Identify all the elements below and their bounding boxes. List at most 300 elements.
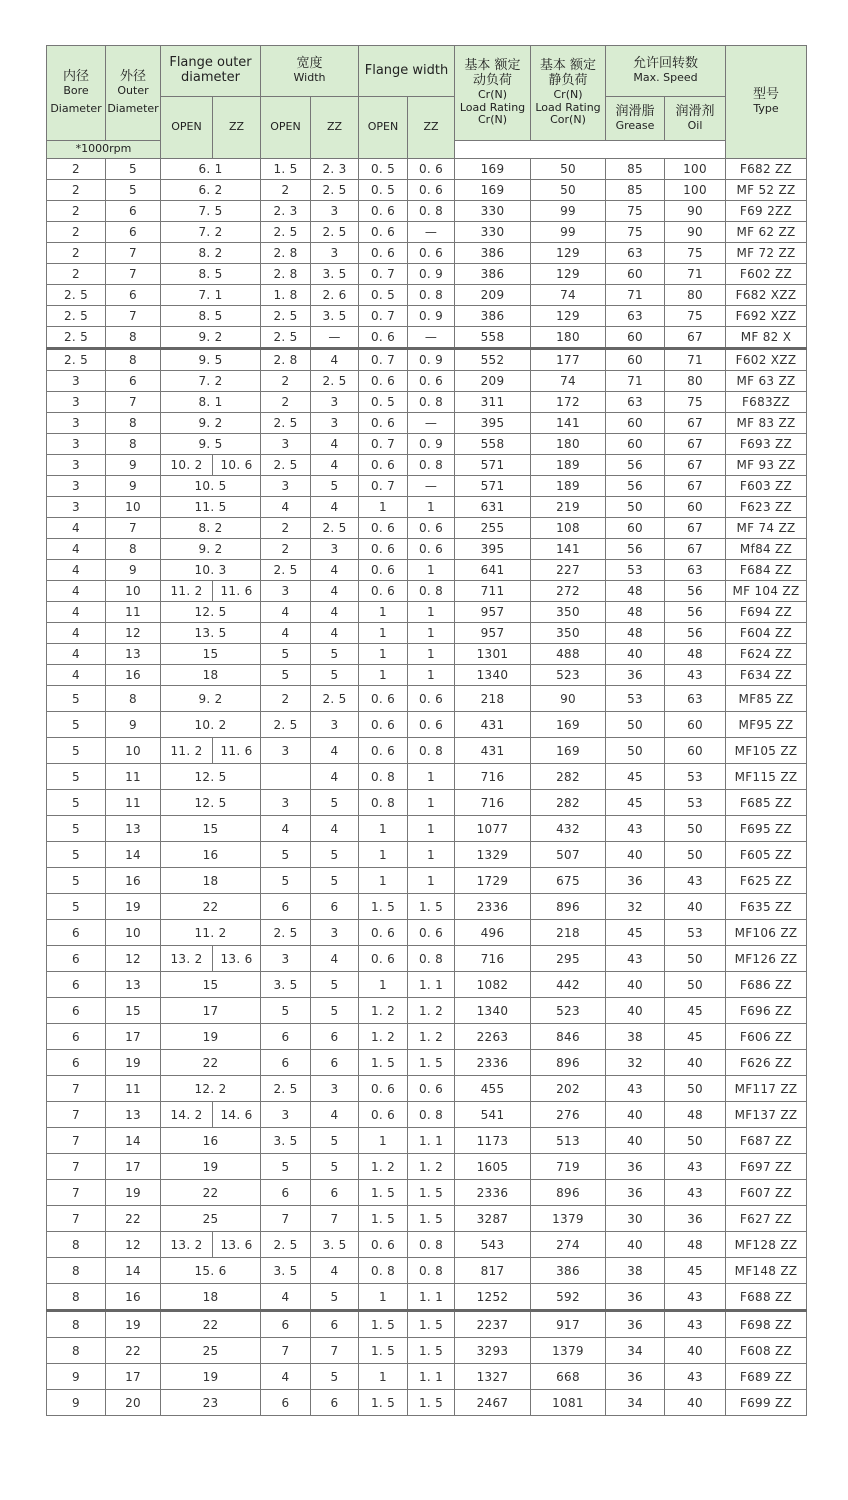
cell-flange-width-open: 0. 7	[359, 264, 408, 285]
table-row	[47, 623, 807, 644]
cell-flange-width-open: 0. 7	[359, 306, 408, 327]
cell-width-open: 4	[261, 623, 311, 644]
cell-outer: 19	[106, 1050, 161, 1076]
cell-bore: 6	[47, 998, 106, 1024]
cell-dynamic-load: 1340	[455, 665, 531, 686]
cell-speed-grease: 40	[606, 972, 665, 998]
cell-speed-grease: 63	[606, 392, 665, 413]
cell-static-load: 896	[531, 894, 606, 920]
cell-type: MF 83 ZZ	[726, 413, 807, 434]
cell-bore: 2. 5	[47, 306, 106, 327]
cell-bore: 5	[47, 738, 106, 764]
cell-flange-width-open: 0. 6	[359, 222, 408, 243]
cell-flange-width-zz: —	[408, 413, 455, 434]
cell-speed-oil: 48	[665, 1232, 726, 1258]
cell-type: F69 2ZZ	[726, 201, 807, 222]
cell-dynamic-load: 558	[455, 327, 531, 349]
cell-type: F623 ZZ	[726, 497, 807, 518]
cell-bore: 2	[47, 201, 106, 222]
cell-speed-grease: 53	[606, 686, 665, 712]
table-row	[47, 1232, 807, 1258]
cell-bore: 8	[47, 1258, 106, 1284]
cell-type: F686 ZZ	[726, 972, 807, 998]
cell-flange-od: 19	[161, 1154, 261, 1180]
cell-flange-width-open: 0. 6	[359, 327, 408, 349]
cell-speed-oil: 48	[665, 644, 726, 665]
cell-flange-width-zz: 1. 2	[408, 1024, 455, 1050]
cell-static-load: 90	[531, 686, 606, 712]
cell-flange-width-zz: 1. 5	[408, 1050, 455, 1076]
cell-type: MF105 ZZ	[726, 738, 807, 764]
cell-type: Mf84 ZZ	[726, 539, 807, 560]
cell-speed-grease: 60	[606, 327, 665, 349]
cell-width-zz: 2. 3	[311, 159, 359, 180]
cell-dynamic-load: 1329	[455, 842, 531, 868]
cell-flange-width-open: 0. 8	[359, 764, 408, 790]
cell-flange-od: 6. 2	[161, 180, 261, 201]
cell-width-open: 2	[261, 371, 311, 392]
cell-flange-od-open: 11. 2	[161, 738, 213, 764]
cell-type: MF95 ZZ	[726, 712, 807, 738]
cell-width-open: 2. 5	[261, 413, 311, 434]
cell-speed-grease: 53	[606, 560, 665, 581]
table-row	[47, 868, 807, 894]
header-flange-outer-diameter: Flange outer diameter	[161, 46, 261, 97]
cell-flange-width-open: 1	[359, 1284, 408, 1311]
cell-outer: 17	[106, 1024, 161, 1050]
header-dynamic-load: 基本 额定 动负荷 Cr(N) Load Rating Cr(N)	[455, 46, 531, 141]
cell-width-open: 3	[261, 790, 311, 816]
cell-width-open: 2	[261, 392, 311, 413]
cell-outer: 8	[106, 686, 161, 712]
cell-bore: 5	[47, 842, 106, 868]
cell-speed-oil: 63	[665, 560, 726, 581]
cell-speed-grease: 36	[606, 868, 665, 894]
cell-static-load: 129	[531, 243, 606, 264]
cell-flange-width-zz: 0. 9	[408, 349, 455, 371]
cell-outer: 10	[106, 920, 161, 946]
cell-speed-grease: 36	[606, 1311, 665, 1338]
cell-width-zz: 4	[311, 816, 359, 842]
cell-static-load: 350	[531, 623, 606, 644]
table-row	[47, 434, 807, 455]
cell-flange-od: 23	[161, 1390, 261, 1416]
table-row	[47, 581, 807, 602]
cell-width-open: 5	[261, 1154, 311, 1180]
cell-bore: 2	[47, 222, 106, 243]
cell-type: MF126 ZZ	[726, 946, 807, 972]
cell-outer: 13	[106, 816, 161, 842]
cell-width-zz: —	[311, 327, 359, 349]
cell-dynamic-load: 2467	[455, 1390, 531, 1416]
cell-speed-grease: 43	[606, 816, 665, 842]
cell-width-open: 4	[261, 1364, 311, 1390]
cell-flange-width-open: 1. 2	[359, 1154, 408, 1180]
cell-width-open: 2. 5	[261, 712, 311, 738]
cell-dynamic-load: 169	[455, 159, 531, 180]
cell-width-zz: 6	[311, 1390, 359, 1416]
cell-dynamic-load: 169	[455, 180, 531, 201]
cell-flange-od: 7. 5	[161, 201, 261, 222]
cell-width-open: 1. 5	[261, 159, 311, 180]
cell-bore: 5	[47, 712, 106, 738]
cell-bore: 8	[47, 1311, 106, 1338]
cell-width-zz: 3	[311, 201, 359, 222]
cell-speed-grease: 56	[606, 539, 665, 560]
cell-speed-oil: 45	[665, 1258, 726, 1284]
header-fwidth-open: OPEN	[359, 97, 408, 159]
cell-outer: 9	[106, 455, 161, 476]
cell-speed-oil: 43	[665, 665, 726, 686]
header-outer: 外径 Outer Diameter	[106, 46, 161, 141]
cell-speed-grease: 34	[606, 1390, 665, 1416]
cell-dynamic-load: 558	[455, 434, 531, 455]
cell-flange-od: 15	[161, 644, 261, 665]
cell-width-open: 2. 3	[261, 201, 311, 222]
cell-dynamic-load: 1077	[455, 816, 531, 842]
cell-bore: 4	[47, 665, 106, 686]
cell-bore: 2	[47, 243, 106, 264]
cell-dynamic-load: 631	[455, 497, 531, 518]
table-row	[47, 497, 807, 518]
cell-flange-width-open: 1	[359, 644, 408, 665]
cell-outer: 8	[106, 327, 161, 349]
table-row	[47, 764, 807, 790]
cell-flange-width-open: 0. 6	[359, 243, 408, 264]
header-width: 宽度 Width	[261, 46, 359, 97]
cell-flange-od: 12. 2	[161, 1076, 261, 1102]
cell-dynamic-load: 2336	[455, 1180, 531, 1206]
cell-dynamic-load: 455	[455, 1076, 531, 1102]
cell-flange-width-zz: 1	[408, 868, 455, 894]
cell-bore: 6	[47, 972, 106, 998]
cell-speed-grease: 50	[606, 497, 665, 518]
cell-dynamic-load: 641	[455, 560, 531, 581]
cell-width-zz: 6	[311, 1311, 359, 1338]
cell-static-load: 523	[531, 665, 606, 686]
cell-outer: 17	[106, 1154, 161, 1180]
cell-flange-od-zz: 14. 6	[213, 1102, 261, 1128]
cell-outer: 9	[106, 712, 161, 738]
cell-speed-oil: 63	[665, 686, 726, 712]
cell-flange-width-zz: 0. 8	[408, 392, 455, 413]
cell-dynamic-load: 2237	[455, 1311, 531, 1338]
cell-speed-oil: 75	[665, 392, 726, 413]
cell-speed-grease: 43	[606, 946, 665, 972]
cell-outer: 9	[106, 476, 161, 497]
header-flange-zz: ZZ	[213, 97, 261, 159]
cell-bore: 5	[47, 894, 106, 920]
cell-flange-width-open: 0. 6	[359, 371, 408, 392]
cell-bore: 9	[47, 1390, 106, 1416]
cell-type: MF 93 ZZ	[726, 455, 807, 476]
cell-type: F693 ZZ	[726, 434, 807, 455]
cell-flange-od-open: 13. 2	[161, 946, 213, 972]
cell-flange-width-open: 1	[359, 602, 408, 623]
cell-dynamic-load: 1340	[455, 998, 531, 1024]
cell-flange-od-zz: 11. 6	[213, 581, 261, 602]
cell-width-open: 4	[261, 816, 311, 842]
cell-type: F687 ZZ	[726, 1128, 807, 1154]
cell-outer: 19	[106, 1311, 161, 1338]
cell-outer: 12	[106, 1232, 161, 1258]
cell-type: F682 XZZ	[726, 285, 807, 306]
cell-flange-od: 16	[161, 842, 261, 868]
cell-bore: 4	[47, 602, 106, 623]
cell-outer: 10	[106, 497, 161, 518]
cell-flange-od: 15	[161, 972, 261, 998]
table-row	[47, 159, 807, 180]
cell-flange-od: 12. 5	[161, 790, 261, 816]
bearing-spec-table	[46, 45, 807, 1416]
cell-type: F626 ZZ	[726, 1050, 807, 1076]
cell-static-load: 189	[531, 455, 606, 476]
table-row	[47, 790, 807, 816]
cell-flange-width-zz: 0. 6	[408, 371, 455, 392]
cell-static-load: 846	[531, 1024, 606, 1050]
cell-type: F683ZZ	[726, 392, 807, 413]
cell-speed-oil: 50	[665, 946, 726, 972]
cell-flange-width-open: 1	[359, 497, 408, 518]
cell-outer: 14	[106, 1128, 161, 1154]
cell-static-load: 386	[531, 1258, 606, 1284]
cell-outer: 20	[106, 1390, 161, 1416]
cell-flange-width-zz: 0. 8	[408, 1102, 455, 1128]
cell-outer: 8	[106, 349, 161, 371]
cell-flange-od: 22	[161, 1311, 261, 1338]
cell-flange-width-zz: 0. 9	[408, 264, 455, 285]
table-row	[47, 665, 807, 686]
cell-outer: 10	[106, 738, 161, 764]
cell-speed-grease: 60	[606, 434, 665, 455]
table-row	[47, 602, 807, 623]
cell-dynamic-load: 1605	[455, 1154, 531, 1180]
cell-static-load: 896	[531, 1050, 606, 1076]
cell-type: F627 ZZ	[726, 1206, 807, 1232]
cell-flange-od: 15	[161, 816, 261, 842]
cell-flange-width-zz: 1	[408, 560, 455, 581]
cell-bore: 6	[47, 1050, 106, 1076]
cell-flange-width-zz: 1. 1	[408, 1284, 455, 1311]
table-row	[47, 306, 807, 327]
cell-width-zz: 3	[311, 243, 359, 264]
cell-speed-grease: 85	[606, 159, 665, 180]
cell-dynamic-load: 543	[455, 1232, 531, 1258]
cell-flange-width-open: 1	[359, 623, 408, 644]
cell-flange-width-zz: 0. 8	[408, 201, 455, 222]
cell-flange-width-open: 1. 5	[359, 1390, 408, 1416]
cell-width-zz: 5	[311, 1284, 359, 1311]
cell-flange-width-zz: 0. 6	[408, 686, 455, 712]
cell-speed-grease: 32	[606, 1050, 665, 1076]
cell-width-zz: 3	[311, 1076, 359, 1102]
table-row	[47, 686, 807, 712]
cell-dynamic-load: 1327	[455, 1364, 531, 1390]
cell-width-open: 2. 5	[261, 560, 311, 581]
cell-width-zz: 3. 5	[311, 306, 359, 327]
cell-flange-width-zz: 1. 1	[408, 1364, 455, 1390]
cell-outer: 14	[106, 1258, 161, 1284]
cell-bore: 3	[47, 392, 106, 413]
cell-flange-width-open: 0. 6	[359, 712, 408, 738]
cell-flange-od: 7. 2	[161, 222, 261, 243]
table-row	[47, 201, 807, 222]
cell-speed-grease: 63	[606, 243, 665, 264]
cell-flange-od: 22	[161, 1180, 261, 1206]
cell-width-zz: 2. 5	[311, 686, 359, 712]
cell-speed-oil: 56	[665, 602, 726, 623]
cell-speed-oil: 75	[665, 243, 726, 264]
cell-width-zz: 5	[311, 790, 359, 816]
table-row	[47, 1128, 807, 1154]
cell-type: F603 ZZ	[726, 476, 807, 497]
cell-width-zz: 3	[311, 539, 359, 560]
cell-flange-width-open: 1	[359, 972, 408, 998]
cell-flange-od: 15. 6	[161, 1258, 261, 1284]
cell-speed-grease: 56	[606, 455, 665, 476]
cell-speed-oil: 67	[665, 434, 726, 455]
cell-type: MF117 ZZ	[726, 1076, 807, 1102]
cell-width-zz: 5	[311, 1128, 359, 1154]
cell-speed-oil: 43	[665, 1364, 726, 1390]
cell-width-open: 5	[261, 998, 311, 1024]
cell-speed-oil: 50	[665, 816, 726, 842]
header-type: 型号 Type	[726, 46, 807, 159]
cell-flange-width-open: 0. 6	[359, 455, 408, 476]
cell-static-load: 141	[531, 539, 606, 560]
cell-static-load: 675	[531, 868, 606, 894]
cell-width-open: 2	[261, 180, 311, 201]
cell-dynamic-load: 571	[455, 476, 531, 497]
cell-width-zz: 5	[311, 842, 359, 868]
cell-speed-grease: 63	[606, 306, 665, 327]
cell-type: F604 ZZ	[726, 623, 807, 644]
cell-flange-width-zz: 1. 5	[408, 1390, 455, 1416]
cell-width-open: 6	[261, 1311, 311, 1338]
cell-static-load: 896	[531, 1180, 606, 1206]
cell-flange-width-open: 0. 7	[359, 476, 408, 497]
cell-bore: 5	[47, 790, 106, 816]
cell-speed-grease: 71	[606, 371, 665, 392]
cell-width-open: 3. 5	[261, 972, 311, 998]
cell-dynamic-load: 255	[455, 518, 531, 539]
cell-width-zz: 4	[311, 434, 359, 455]
cell-static-load: 129	[531, 306, 606, 327]
cell-speed-grease: 40	[606, 644, 665, 665]
cell-width-zz: 5	[311, 1364, 359, 1390]
cell-flange-width-zz: 1	[408, 602, 455, 623]
cell-speed-oil: 50	[665, 1076, 726, 1102]
cell-speed-oil: 60	[665, 712, 726, 738]
cell-bore: 4	[47, 581, 106, 602]
cell-flange-width-open: 0. 5	[359, 285, 408, 306]
cell-speed-oil: 43	[665, 1284, 726, 1311]
cell-dynamic-load: 386	[455, 306, 531, 327]
cell-speed-oil: 40	[665, 1338, 726, 1364]
cell-width-zz: 5	[311, 665, 359, 686]
cell-width-zz: 4	[311, 455, 359, 476]
table-row	[47, 264, 807, 285]
cell-outer: 22	[106, 1206, 161, 1232]
cell-static-load: 917	[531, 1311, 606, 1338]
cell-type: F634 ZZ	[726, 665, 807, 686]
table-row	[47, 413, 807, 434]
cell-dynamic-load: 552	[455, 349, 531, 371]
cell-dynamic-load: 711	[455, 581, 531, 602]
cell-static-load: 172	[531, 392, 606, 413]
cell-bore: 4	[47, 644, 106, 665]
cell-static-load: 141	[531, 413, 606, 434]
cell-static-load: 432	[531, 816, 606, 842]
cell-flange-width-open: 1. 2	[359, 998, 408, 1024]
cell-speed-oil: 67	[665, 518, 726, 539]
cell-outer: 7	[106, 518, 161, 539]
cell-flange-od: 25	[161, 1338, 261, 1364]
cell-speed-grease: 60	[606, 264, 665, 285]
cell-width-open: 4	[261, 1284, 311, 1311]
cell-width-zz: 4	[311, 738, 359, 764]
cell-static-load: 129	[531, 264, 606, 285]
cell-flange-width-zz: 1. 5	[408, 1206, 455, 1232]
table-row	[47, 894, 807, 920]
cell-flange-width-zz: 0. 6	[408, 518, 455, 539]
cell-flange-width-zz: 0. 6	[408, 1076, 455, 1102]
cell-flange-od: 9. 2	[161, 686, 261, 712]
cell-type: F625 ZZ	[726, 868, 807, 894]
cell-speed-oil: 50	[665, 842, 726, 868]
cell-static-load: 592	[531, 1284, 606, 1311]
cell-flange-width-zz: 0. 6	[408, 920, 455, 946]
cell-flange-width-open: 0. 8	[359, 790, 408, 816]
cell-width-zz: 5	[311, 998, 359, 1024]
cell-width-zz: 4	[311, 1258, 359, 1284]
cell-width-zz: 4	[311, 946, 359, 972]
cell-speed-oil: 60	[665, 497, 726, 518]
cell-width-open: 4	[261, 602, 311, 623]
cell-speed-oil: 45	[665, 998, 726, 1024]
cell-flange-od-open: 10. 2	[161, 455, 213, 476]
cell-type: F682 ZZ	[726, 159, 807, 180]
table-row	[47, 455, 807, 476]
table-row	[47, 738, 807, 764]
header-fwidth-zz: ZZ	[408, 97, 455, 159]
cell-width-zz: 5	[311, 644, 359, 665]
cell-width-open	[261, 764, 311, 790]
cell-speed-grease: 85	[606, 180, 665, 201]
cell-flange-od: 18	[161, 1284, 261, 1311]
table-row	[47, 560, 807, 581]
cell-flange-od: 18	[161, 868, 261, 894]
cell-flange-width-zz: 0. 8	[408, 581, 455, 602]
cell-flange-od: 10. 3	[161, 560, 261, 581]
cell-flange-width-zz: 1. 5	[408, 1180, 455, 1206]
cell-static-load: 108	[531, 518, 606, 539]
cell-bore: 7	[47, 1180, 106, 1206]
header-width-open: OPEN	[261, 97, 311, 159]
cell-flange-od-zz: 13. 6	[213, 946, 261, 972]
cell-width-open: 3	[261, 1102, 311, 1128]
table-row	[47, 1258, 807, 1284]
cell-flange-width-zz: 1. 1	[408, 972, 455, 998]
cell-outer: 15	[106, 998, 161, 1024]
cell-bore: 4	[47, 560, 106, 581]
cell-outer: 6	[106, 201, 161, 222]
cell-speed-grease: 48	[606, 623, 665, 644]
cell-flange-width-open: 1. 5	[359, 1206, 408, 1232]
cell-type: F694 ZZ	[726, 602, 807, 623]
table-row	[47, 1284, 807, 1311]
cell-width-zz: 3	[311, 413, 359, 434]
